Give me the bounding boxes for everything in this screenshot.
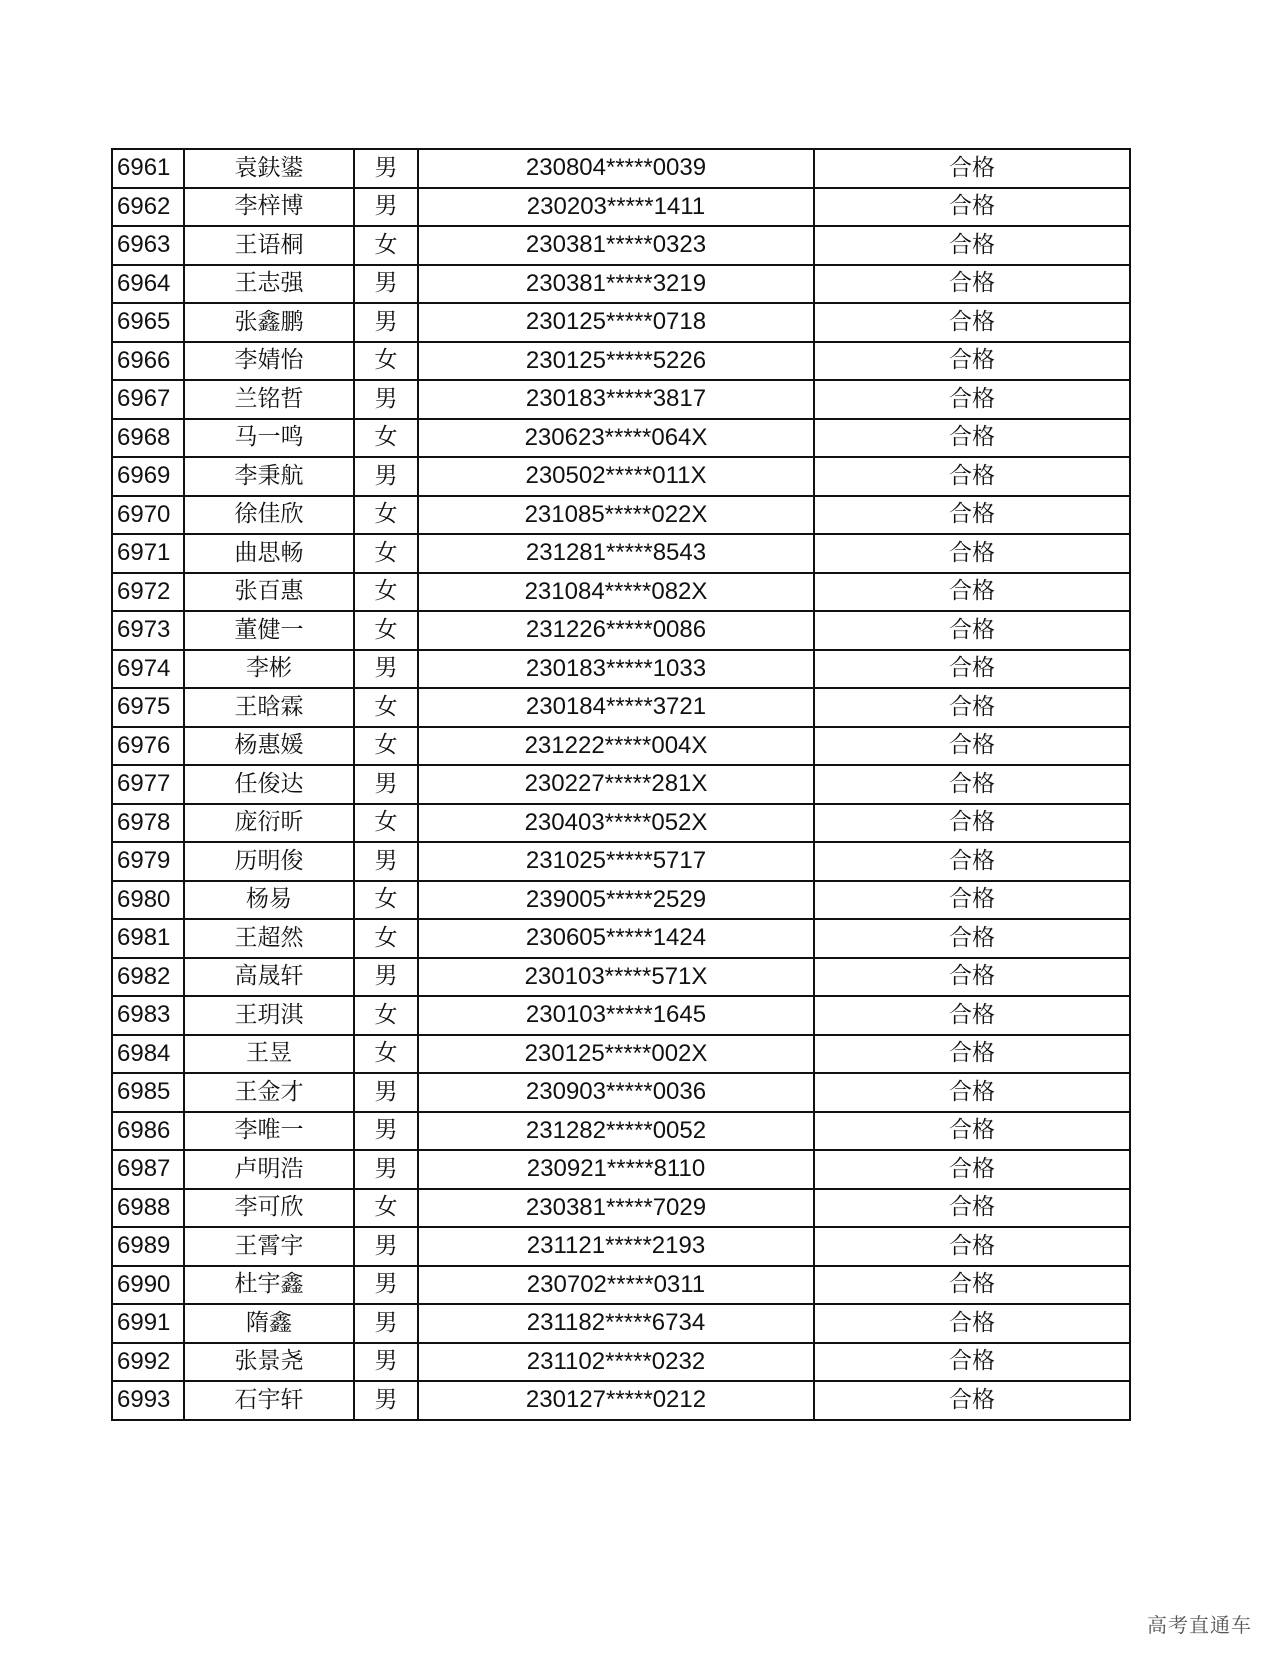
row-number: 6986	[112, 1112, 184, 1151]
exam-result: 合格	[814, 842, 1130, 881]
exam-result: 合格	[814, 1112, 1130, 1151]
candidate-name: 李秉航	[184, 457, 354, 496]
table-row	[112, 765, 1130, 804]
row-number: 6980	[112, 881, 184, 920]
candidate-name: 李唯一	[184, 1112, 354, 1151]
row-number: 6991	[112, 1304, 184, 1343]
row-number: 6963	[112, 226, 184, 265]
results-table-body	[112, 149, 1130, 1420]
candidate-gender: 男	[354, 1112, 418, 1151]
candidate-name: 王玥淇	[184, 996, 354, 1035]
candidate-id-number: 230403*****052X	[418, 804, 814, 843]
candidate-name: 兰铭哲	[184, 380, 354, 419]
row-number: 6966	[112, 342, 184, 381]
candidate-gender: 男	[354, 1227, 418, 1266]
candidate-id-number: 230605*****1424	[418, 919, 814, 958]
candidate-id-number: 230183*****1033	[418, 650, 814, 689]
candidate-name: 王语桐	[184, 226, 354, 265]
table-row	[112, 303, 1130, 342]
candidate-gender: 女	[354, 419, 418, 458]
table-row	[112, 688, 1130, 727]
table-row	[112, 1343, 1130, 1382]
candidate-gender: 男	[354, 1343, 418, 1382]
candidate-gender: 男	[354, 1304, 418, 1343]
table-row	[112, 842, 1130, 881]
exam-result: 合格	[814, 265, 1130, 304]
exam-result: 合格	[814, 534, 1130, 573]
row-number: 6976	[112, 727, 184, 766]
exam-result: 合格	[814, 1343, 1130, 1382]
row-number: 6961	[112, 149, 184, 188]
row-number: 6993	[112, 1381, 184, 1420]
exam-result: 合格	[814, 1150, 1130, 1189]
exam-result: 合格	[814, 419, 1130, 458]
candidate-id-number: 230381*****7029	[418, 1189, 814, 1228]
row-number: 6992	[112, 1343, 184, 1382]
candidate-gender: 男	[354, 765, 418, 804]
row-number: 6964	[112, 265, 184, 304]
table-row	[112, 958, 1130, 997]
candidate-name: 董健一	[184, 611, 354, 650]
table-row	[112, 457, 1130, 496]
candidate-gender: 女	[354, 881, 418, 920]
candidate-name: 王昱	[184, 1035, 354, 1074]
candidate-name: 庞衍昕	[184, 804, 354, 843]
candidate-name: 李彬	[184, 650, 354, 689]
exam-result: 合格	[814, 1073, 1130, 1112]
candidate-name: 卢明浩	[184, 1150, 354, 1189]
candidate-id-number: 230125*****5226	[418, 342, 814, 381]
candidate-id-number: 231222*****004X	[418, 727, 814, 766]
exam-result: 合格	[814, 457, 1130, 496]
candidate-id-number: 231085*****022X	[418, 496, 814, 535]
candidate-name: 马一鸣	[184, 419, 354, 458]
candidate-gender: 男	[354, 1150, 418, 1189]
candidate-id-number: 230103*****1645	[418, 996, 814, 1035]
table-row	[112, 419, 1130, 458]
candidate-id-number: 231281*****8543	[418, 534, 814, 573]
candidate-id-number: 230381*****3219	[418, 265, 814, 304]
row-number: 6967	[112, 380, 184, 419]
candidate-gender: 女	[354, 611, 418, 650]
exam-result: 合格	[814, 342, 1130, 381]
exam-result: 合格	[814, 996, 1130, 1035]
exam-result: 合格	[814, 226, 1130, 265]
candidate-id-number: 231084*****082X	[418, 573, 814, 612]
table-row	[112, 226, 1130, 265]
table-row	[112, 919, 1130, 958]
table-row	[112, 1227, 1130, 1266]
candidate-id-number: 230702*****0311	[418, 1266, 814, 1305]
table-row	[112, 534, 1130, 573]
row-number: 6982	[112, 958, 184, 997]
exam-result: 合格	[814, 1381, 1130, 1420]
candidate-name: 张鑫鹏	[184, 303, 354, 342]
candidate-gender: 男	[354, 1266, 418, 1305]
table-row	[112, 996, 1130, 1035]
exam-result: 合格	[814, 188, 1130, 227]
exam-result: 合格	[814, 1189, 1130, 1228]
row-number: 6977	[112, 765, 184, 804]
exam-result: 合格	[814, 149, 1130, 188]
candidate-name: 任俊达	[184, 765, 354, 804]
candidate-name: 王超然	[184, 919, 354, 958]
candidate-name: 李婧怡	[184, 342, 354, 381]
exam-result: 合格	[814, 650, 1130, 689]
table-row	[112, 265, 1130, 304]
candidate-name: 徐佳欣	[184, 496, 354, 535]
table-row	[112, 149, 1130, 188]
row-number: 6970	[112, 496, 184, 535]
table-row	[112, 881, 1130, 920]
row-number: 6990	[112, 1266, 184, 1305]
candidate-name: 高晟轩	[184, 958, 354, 997]
candidate-gender: 男	[354, 842, 418, 881]
candidate-id-number: 230184*****3721	[418, 688, 814, 727]
candidate-gender: 女	[354, 688, 418, 727]
candidate-id-number: 230804*****0039	[418, 149, 814, 188]
row-number: 6989	[112, 1227, 184, 1266]
candidate-name: 王晗霖	[184, 688, 354, 727]
candidate-name: 王金才	[184, 1073, 354, 1112]
row-number: 6978	[112, 804, 184, 843]
candidate-id-number: 230183*****3817	[418, 380, 814, 419]
row-number: 6971	[112, 534, 184, 573]
exam-result: 合格	[814, 1227, 1130, 1266]
candidate-gender: 女	[354, 534, 418, 573]
candidate-name: 张景尧	[184, 1343, 354, 1382]
exam-result: 合格	[814, 1035, 1130, 1074]
row-number: 6987	[112, 1150, 184, 1189]
candidate-gender: 女	[354, 342, 418, 381]
exam-result: 合格	[814, 611, 1130, 650]
candidate-id-number: 231102*****0232	[418, 1343, 814, 1382]
candidate-gender: 女	[354, 804, 418, 843]
candidate-id-number: 230921*****8110	[418, 1150, 814, 1189]
exam-result: 合格	[814, 958, 1130, 997]
table-row	[112, 1266, 1130, 1305]
table-row	[112, 1073, 1130, 1112]
exam-result: 合格	[814, 1266, 1130, 1305]
table-row	[112, 380, 1130, 419]
candidate-gender: 男	[354, 380, 418, 419]
candidate-name: 石宇轩	[184, 1381, 354, 1420]
candidate-name: 李可欣	[184, 1189, 354, 1228]
candidate-gender: 男	[354, 1381, 418, 1420]
exam-result: 合格	[814, 573, 1130, 612]
candidate-name: 杜宇鑫	[184, 1266, 354, 1305]
candidate-id-number: 230381*****0323	[418, 226, 814, 265]
table-row	[112, 188, 1130, 227]
table-row	[112, 1112, 1130, 1151]
candidate-id-number: 231025*****5717	[418, 842, 814, 881]
exam-result: 合格	[814, 727, 1130, 766]
candidate-gender: 女	[354, 727, 418, 766]
table-row	[112, 611, 1130, 650]
row-number: 6965	[112, 303, 184, 342]
candidate-gender: 女	[354, 1189, 418, 1228]
row-number: 6962	[112, 188, 184, 227]
candidate-gender: 男	[354, 265, 418, 304]
row-number: 6969	[112, 457, 184, 496]
candidate-id-number: 231226*****0086	[418, 611, 814, 650]
candidate-gender: 女	[354, 496, 418, 535]
table-row	[112, 1304, 1130, 1343]
row-number: 6988	[112, 1189, 184, 1228]
candidate-name: 曲思畅	[184, 534, 354, 573]
exam-result: 合格	[814, 496, 1130, 535]
candidate-id-number: 230203*****1411	[418, 188, 814, 227]
row-number: 6972	[112, 573, 184, 612]
candidate-gender: 女	[354, 1035, 418, 1074]
table-row	[112, 650, 1130, 689]
results-table	[111, 148, 1131, 1421]
candidate-gender: 女	[354, 919, 418, 958]
candidate-gender: 男	[354, 149, 418, 188]
table-row	[112, 804, 1130, 843]
candidate-name: 张百惠	[184, 573, 354, 612]
exam-result: 合格	[814, 804, 1130, 843]
candidate-gender: 男	[354, 188, 418, 227]
candidate-id-number: 230127*****0212	[418, 1381, 814, 1420]
exam-result: 合格	[814, 688, 1130, 727]
candidate-gender: 女	[354, 996, 418, 1035]
candidate-id-number: 230125*****0718	[418, 303, 814, 342]
candidate-name: 袁鈇鍙	[184, 149, 354, 188]
watermark-text: 高考直通车	[1147, 1613, 1252, 1637]
candidate-gender: 男	[354, 1073, 418, 1112]
table-row	[112, 1150, 1130, 1189]
candidate-gender: 男	[354, 650, 418, 689]
candidate-id-number: 231282*****0052	[418, 1112, 814, 1151]
candidate-name: 王霄宇	[184, 1227, 354, 1266]
candidate-gender: 男	[354, 303, 418, 342]
exam-result: 合格	[814, 765, 1130, 804]
candidate-name: 李梓博	[184, 188, 354, 227]
candidate-name: 隋鑫	[184, 1304, 354, 1343]
candidate-id-number: 230103*****571X	[418, 958, 814, 997]
exam-result: 合格	[814, 1304, 1130, 1343]
row-number: 6975	[112, 688, 184, 727]
candidate-id-number: 231121*****2193	[418, 1227, 814, 1266]
candidate-id-number: 230227*****281X	[418, 765, 814, 804]
row-number: 6984	[112, 1035, 184, 1074]
exam-result: 合格	[814, 919, 1130, 958]
table-row	[112, 342, 1130, 381]
candidate-gender: 男	[354, 457, 418, 496]
candidate-id-number: 230623*****064X	[418, 419, 814, 458]
candidate-name: 杨易	[184, 881, 354, 920]
candidate-id-number: 230125*****002X	[418, 1035, 814, 1074]
row-number: 6981	[112, 919, 184, 958]
candidate-name: 王志强	[184, 265, 354, 304]
row-number: 6973	[112, 611, 184, 650]
exam-result: 合格	[814, 380, 1130, 419]
candidate-name: 历明俊	[184, 842, 354, 881]
row-number: 6979	[112, 842, 184, 881]
table-row	[112, 1189, 1130, 1228]
table-row	[112, 496, 1130, 535]
exam-result: 合格	[814, 303, 1130, 342]
candidate-id-number: 230502*****011X	[418, 457, 814, 496]
candidate-id-number: 239005*****2529	[418, 881, 814, 920]
row-number: 6968	[112, 419, 184, 458]
candidate-gender: 女	[354, 573, 418, 612]
candidate-gender: 女	[354, 226, 418, 265]
exam-result: 合格	[814, 881, 1130, 920]
candidate-id-number: 230903*****0036	[418, 1073, 814, 1112]
row-number: 6983	[112, 996, 184, 1035]
table-row	[112, 1035, 1130, 1074]
row-number: 6985	[112, 1073, 184, 1112]
table-row	[112, 727, 1130, 766]
row-number: 6974	[112, 650, 184, 689]
table-row	[112, 1381, 1130, 1420]
table-row	[112, 573, 1130, 612]
candidate-id-number: 231182*****6734	[418, 1304, 814, 1343]
candidate-gender: 男	[354, 958, 418, 997]
candidate-name: 杨惠媛	[184, 727, 354, 766]
